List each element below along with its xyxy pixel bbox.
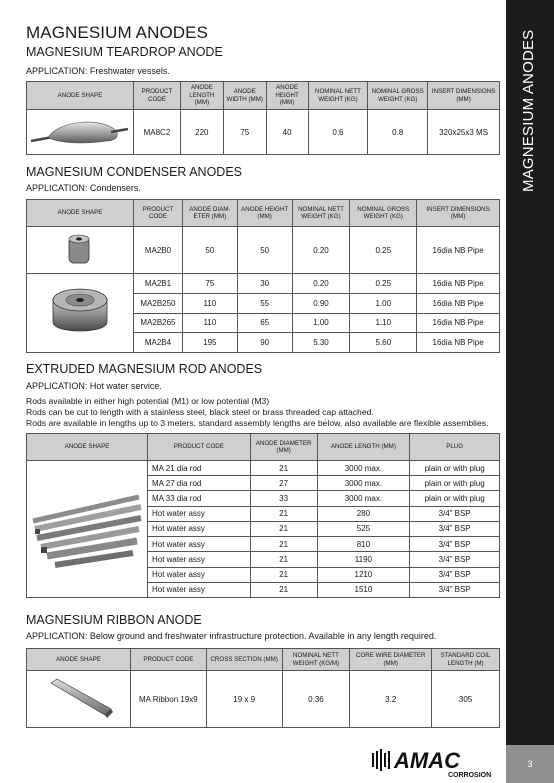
table-row: MA2B0 50 50 0.20 0.25 16dia NB Pipe — [27, 227, 500, 274]
teardrop-application: APPLICATION: Freshwater vessels. — [26, 66, 170, 76]
col-header: ANODE DIAM- ETER (MM) — [182, 200, 237, 227]
page-number: 3 — [506, 745, 554, 783]
table-row: MA Ribbon 19x9 19 x 9 0.36 3.2 305 — [27, 671, 500, 728]
teardrop-table — [26, 81, 500, 155]
table-row: MA8C2 220 75 40 0.6 0.8 320x25x3 MS — [27, 110, 500, 155]
rod-note: Rods can be cut to length with a stainless steel, black steel or brass threaded cap attached. — [26, 407, 374, 417]
col-header: ANODE WIDTH (MM) — [223, 82, 266, 110]
sidebar-title: MAGNESIUM ANODES — [520, 29, 537, 192]
col-header: ANODE SHAPE — [27, 434, 148, 461]
teardrop-title: MAGNESIUM TEARDROP ANODE — [26, 45, 223, 59]
col-header: ANODE SHAPE — [27, 649, 131, 671]
col-header: PRODUCT CODE — [147, 434, 250, 461]
col-header: ANODE SHAPE — [27, 200, 134, 227]
rod-application: APPLICATION: Hot water service. — [26, 381, 162, 391]
col-header: PRODUCT CODE — [130, 649, 206, 671]
table-row: MA 21 dia rod 21 3000 max. plain or with plug — [27, 461, 500, 476]
condenser-application: APPLICATION: Condensers. — [26, 183, 141, 193]
table-row: Hot water assy 21 1210 3/4” BSP — [27, 567, 500, 582]
col-header: ANODE SHAPE — [27, 82, 134, 110]
col-header: ANODE LENGTH (MM) — [180, 82, 223, 110]
ribbon-title: MAGNESIUM RIBBON ANODE — [26, 613, 202, 627]
rod-table — [26, 433, 500, 598]
table-row: Hot water assy 21 810 3/4” BSP — [27, 537, 500, 552]
svg-text:AMAC: AMAC — [394, 748, 460, 773]
rod-note: Rods available in either high potential (M1) or low potential (M3) — [26, 396, 270, 406]
col-header: CROSS SECTION (MM) — [206, 649, 282, 671]
table-row: Hot water assy 21 1510 3/4” BSP — [27, 582, 500, 597]
col-header: NOMINAL NETT WEIGHT (KG) — [308, 82, 368, 110]
col-header: ANODE LENGTH (MM) — [317, 434, 410, 461]
rod-note: Rods are available in lengths up to 3 meters, standard assembly lengths are below, also available are flexible assemblies. — [26, 418, 489, 428]
small-condenser-anode-image — [27, 227, 134, 274]
ribbon-application: APPLICATION: Below ground and freshwater infrastructure protection. Available in any length required. — [26, 631, 437, 641]
col-header: NOMINAL GROSS WEIGHT (KG) — [368, 82, 428, 110]
table-row: MA2B250 110 55 0.90 1.00 16dia NB Pipe — [27, 293, 500, 313]
table-row: MA 33 dia rod 33 3000 max. plain or with plug — [27, 491, 500, 506]
table-row: MA 27 dia rod 27 3000 max. plain or with plug — [27, 476, 500, 491]
col-header: NOMINAL GROSS WEIGHT (KG) — [350, 200, 417, 227]
rod-anode-image — [27, 461, 148, 598]
page-title: MAGNESIUM ANODES — [26, 23, 209, 42]
col-header: PLUG — [410, 434, 500, 461]
ribbon-table — [26, 648, 500, 728]
ribbon-anode-image — [27, 671, 131, 728]
col-header: INSERT DIMENSIONS (MM) — [417, 200, 500, 227]
table-row: MA2B1 75 30 0.20 0.25 16dia NB Pipe — [27, 274, 500, 294]
svg-text:CORROSION: CORROSION — [448, 772, 492, 779]
table-row: Hot water assy 21 525 3/4” BSP — [27, 521, 500, 536]
condenser-table — [26, 199, 500, 353]
sidebar — [506, 0, 554, 783]
large-condenser-anode-image — [27, 274, 134, 353]
table-row: Hot water assy 21 1190 3/4” BSP — [27, 552, 500, 567]
col-header: INSERT DIMENSIONS (MM) — [428, 82, 500, 110]
table-row: MA2B4 195 90 5.30 5.60 16dia NB Pipe — [27, 333, 500, 353]
col-header: NOMINAL NETT WEIGHT (KG) — [292, 200, 350, 227]
condenser-title: MAGNESIUM CONDENSER ANODES — [26, 165, 243, 179]
col-header: NOMINAL NETT WEIGHT (KG/M) — [282, 649, 350, 671]
col-header: PRODUCT CODE — [133, 82, 180, 110]
teardrop-anode-image — [27, 110, 134, 155]
col-header: ANODE HEIGHT (MM) — [266, 82, 308, 110]
table-row: Hot water assy 21 280 3/4” BSP — [27, 506, 500, 521]
col-header: ANODE HEIGHT (MM) — [237, 200, 292, 227]
col-header: CORE WIRE DIAMETER (MM) — [350, 649, 432, 671]
col-header: PRODUCT CODE — [133, 200, 182, 227]
col-header: ANODE DIAMETER (MM) — [250, 434, 317, 461]
rod-title: EXTRUDED MAGNESIUM ROD ANODES — [26, 362, 263, 376]
col-header: STANDARD COIL LENGTH (M) — [432, 649, 500, 671]
amac-logo — [370, 745, 502, 779]
table-row: MA2B265 110 65 1.00 1.10 16dia NB Pipe — [27, 313, 500, 333]
